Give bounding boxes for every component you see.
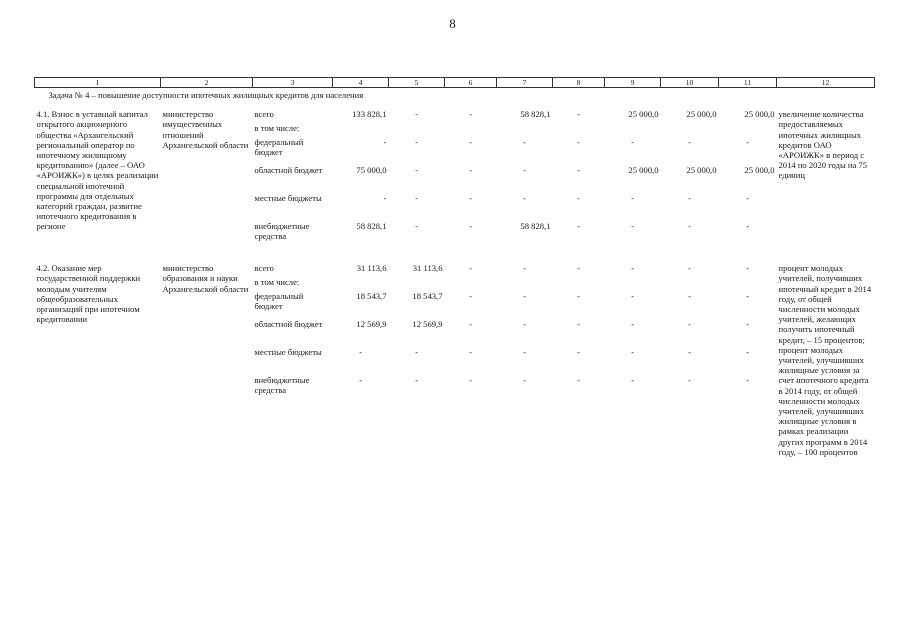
- value-cell: -: [746, 319, 749, 330]
- value-cell: [447, 277, 495, 291]
- funding-sources: [253, 263, 333, 457]
- value-cell: [607, 123, 659, 137]
- value-cell: -: [746, 221, 749, 232]
- column-number: 6: [445, 78, 497, 88]
- value-cell: -: [523, 263, 526, 274]
- value-cell: 25 000,0: [686, 109, 717, 120]
- value-column: [661, 109, 719, 249]
- value-column: [553, 109, 605, 249]
- value-cell: -: [469, 347, 472, 358]
- source-label: в том числе:: [254, 123, 300, 134]
- value-cell: -: [523, 165, 526, 176]
- value-cell: -: [688, 375, 691, 386]
- measure-name: 4.1. Взнос в уставный капитал открытого акционерного общества «Архангельский региональный оператор по ипотечному жилищному кредитованию» (далее – ОАО «АРОИЖК») в целях реализации специальной ипотечной программы для отдельных категорий граждан, развитие ипотечного кредитования в регионе: [36, 109, 159, 232]
- value-cell: 133 828,1: [352, 109, 387, 120]
- source-label: местные бюджеты: [254, 193, 322, 204]
- value-cell: 25 000,0: [744, 109, 775, 120]
- value-cell: -: [523, 347, 526, 358]
- value-cell: -: [523, 193, 526, 204]
- value-cell: -: [577, 137, 580, 148]
- value-cell: -: [469, 193, 472, 204]
- column-number: 7: [497, 78, 553, 88]
- value-cell: 25 000,0: [628, 109, 659, 120]
- value-cell: 18 543,7: [356, 291, 387, 302]
- value-cell: -: [577, 291, 580, 302]
- value-cell: 75 000,0: [356, 165, 387, 176]
- value-cell: 58 828,1: [520, 109, 551, 120]
- expected-result: процент молодых учителей, получивших ипотечный кредит в 2014 году, от общей численности молодых учителей, желающих получить ипотечный кредит, – 15 процентов; процент молодых учителей, улучшивших жилищные условия за счет ипотечного кредита в 2014 году, от общей численности молодых учителей, улучшивших жилищные условия в рамках реализации других программ в 2014 году, – 100 процентов: [778, 263, 872, 457]
- value-cell: 25 000,0: [686, 165, 717, 176]
- value-cell: -: [746, 347, 749, 358]
- value-cell: -: [577, 221, 580, 232]
- value-cell: -: [577, 109, 580, 120]
- value-cell: -: [631, 319, 634, 330]
- source-label: всего: [254, 263, 274, 274]
- column-number: 8: [553, 78, 605, 88]
- value-cell: -: [577, 193, 580, 204]
- value-cell: -: [415, 137, 418, 148]
- value-cell: -: [415, 193, 418, 204]
- value-column: [445, 263, 497, 457]
- value-cell: -: [631, 137, 634, 148]
- value-cell: -: [523, 375, 526, 386]
- value-cell: [335, 277, 387, 291]
- value-cell: -: [469, 221, 472, 232]
- value-cell: 58 828,1: [520, 221, 551, 232]
- value-cell: -: [631, 375, 634, 386]
- value-cell: -: [469, 291, 472, 302]
- source-label: внебюджетные средства: [254, 375, 310, 396]
- executor: министерство имущественных отношений Архангельской области: [162, 109, 249, 150]
- value-cell: [663, 123, 717, 137]
- source-label: в том числе:: [254, 277, 300, 288]
- value-column: [445, 109, 497, 249]
- value-cell: [391, 277, 443, 291]
- value-column: [389, 109, 445, 249]
- value-cell: 12 569,9: [412, 319, 443, 330]
- value-cell: -: [746, 375, 749, 386]
- table-row: [35, 263, 875, 457]
- value-cell: [555, 277, 603, 291]
- value-cell: -: [523, 319, 526, 330]
- value-cell: -: [577, 165, 580, 176]
- value-column: [605, 263, 661, 457]
- value-cell: 31 113,6: [412, 263, 443, 274]
- value-cell: -: [746, 137, 749, 148]
- column-number-row: [35, 78, 875, 88]
- source-label: местные бюджеты: [254, 347, 322, 358]
- executor: министерство образования и науки Архангельской области: [162, 263, 249, 294]
- value-cell: -: [359, 347, 362, 358]
- value-cell: 58 828,1: [356, 221, 387, 232]
- funding-sources: [253, 109, 333, 249]
- value-cell: -: [577, 347, 580, 358]
- column-number: 9: [605, 78, 661, 88]
- value-cell: -: [415, 109, 418, 120]
- value-cell: [663, 277, 717, 291]
- value-cell: -: [469, 263, 472, 274]
- value-cell: 12 569,9: [356, 319, 387, 330]
- source-label: федеральный бюджет: [254, 137, 304, 158]
- value-column: [661, 263, 719, 457]
- value-cell: -: [746, 263, 749, 274]
- value-cell: -: [631, 347, 634, 358]
- value-cell: -: [523, 137, 526, 148]
- value-cell: [447, 123, 495, 137]
- value-cell: -: [688, 263, 691, 274]
- value-cell: -: [688, 291, 691, 302]
- value-cell: [335, 123, 387, 137]
- value-cell: [499, 123, 551, 137]
- column-number: 12: [777, 78, 875, 88]
- value-column: [605, 109, 661, 249]
- source-label: областной бюджет: [254, 165, 323, 176]
- value-cell: -: [688, 137, 691, 148]
- value-cell: -: [359, 375, 362, 386]
- measure-name: 4.2. Оказание мер государственной поддержки молодым учителям общеобразовательных организаций при ипотечном кредитовании: [36, 263, 141, 325]
- value-column: [719, 109, 777, 249]
- value-cell: -: [383, 193, 387, 204]
- value-cell: -: [469, 109, 472, 120]
- value-cell: -: [577, 375, 580, 386]
- value-cell: [721, 123, 775, 137]
- value-cell: -: [631, 291, 634, 302]
- value-column: [719, 263, 777, 457]
- source-label: всего: [254, 109, 274, 120]
- value-cell: -: [688, 193, 691, 204]
- value-column: [389, 263, 445, 457]
- value-cell: 31 113,6: [356, 263, 387, 274]
- value-column: [333, 109, 389, 249]
- value-cell: 25 000,0: [744, 165, 775, 176]
- value-cell: -: [469, 137, 472, 148]
- value-column: [497, 263, 553, 457]
- source-label: областной бюджет: [254, 319, 323, 330]
- value-cell: -: [415, 221, 418, 232]
- expected-result: увеличение количества предоставляемых ипотечных жилищных кредитов ОАО «АРОИЖК» в период с 2014 по 2020 годы на 75 единиц: [778, 109, 868, 181]
- column-number: 3: [253, 78, 333, 88]
- value-cell: -: [746, 291, 749, 302]
- value-cell: -: [469, 375, 472, 386]
- value-cell: -: [415, 347, 418, 358]
- task-title: Задача № 4 – повышение доступности ипотечных жилищных кредитов для населения: [48, 90, 364, 100]
- value-cell: [607, 277, 659, 291]
- value-cell: -: [469, 319, 472, 330]
- value-cell: -: [631, 221, 634, 232]
- value-cell: [391, 123, 443, 137]
- value-cell: -: [631, 263, 634, 274]
- value-cell: -: [688, 221, 691, 232]
- value-cell: -: [688, 319, 691, 330]
- source-label: федеральный бюджет: [254, 291, 304, 312]
- value-cell: 18 543,7: [412, 291, 443, 302]
- value-cell: -: [523, 291, 526, 302]
- value-column: [553, 263, 605, 457]
- value-column: [497, 109, 553, 249]
- column-number: 10: [661, 78, 719, 88]
- value-cell: -: [631, 193, 634, 204]
- value-cell: -: [577, 263, 580, 274]
- value-cell: [499, 277, 551, 291]
- table-row: [35, 109, 875, 249]
- value-cell: -: [688, 347, 691, 358]
- column-number: 1: [35, 78, 161, 88]
- value-cell: [721, 277, 775, 291]
- program-table: [34, 77, 875, 457]
- value-cell: -: [415, 375, 418, 386]
- value-cell: -: [577, 319, 580, 330]
- column-number: 4: [333, 78, 389, 88]
- page-number: 8: [449, 16, 456, 31]
- value-cell: -: [746, 193, 749, 204]
- value-cell: [555, 123, 603, 137]
- value-cell: -: [383, 137, 387, 148]
- value-cell: -: [469, 165, 472, 176]
- column-number: 11: [719, 78, 777, 88]
- value-cell: 25 000,0: [628, 165, 659, 176]
- column-number: 5: [389, 78, 445, 88]
- column-number: 2: [161, 78, 253, 88]
- value-column: [333, 263, 389, 457]
- source-label: внебюджетные средства: [254, 221, 310, 242]
- value-cell: -: [415, 165, 418, 176]
